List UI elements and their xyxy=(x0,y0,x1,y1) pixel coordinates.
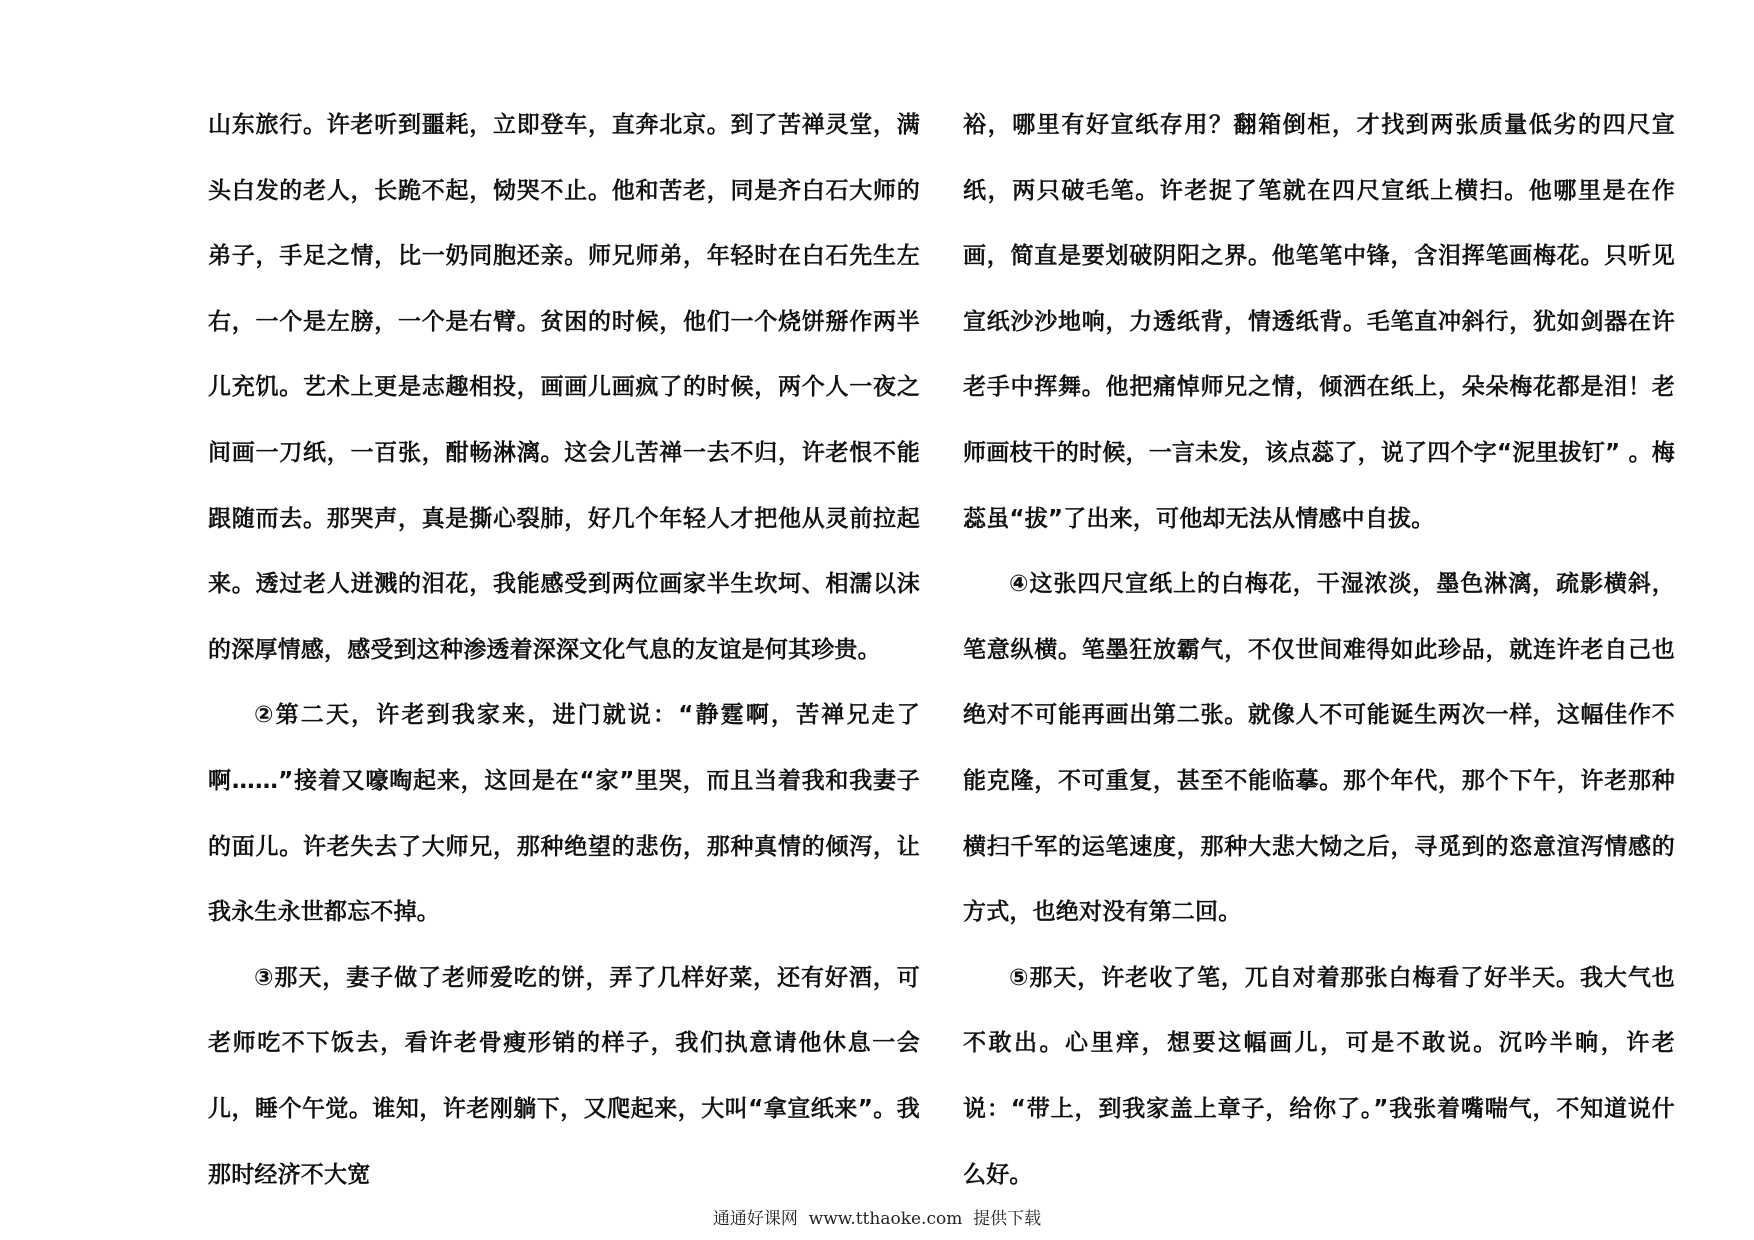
paragraph-continued: 山东旅行。许老听到噩耗，立即登车，直奔北京。到了苦禅灵堂，满头白发的老人，长跪不起，恸哭不止。他和苦老，同是齐白石大师的弟子，手足之情，比一奶同胞还亲。师兄师弟，年轻时在白石先生左右，一个是左膀，一个是右臂。贫困的时候，他们一个烧饼掰作两半儿充饥。艺术上更是志趣相投，画画儿画疯了的时候，两个人一夜之间画一刀纸，一百张，酣畅淋漓。这会儿苦禅一去不归，许老恨不能跟随而去。那哭声，真是撕心裂肺，好几个年轻人才把他从灵前拉起来。透过老人迸溅的泪花，我能感受到两位画家半生坎坷、相濡以沫的深厚情感，感受到这种渗透着深深文化气息的友谊是何其珍贵。 xyxy=(208,112,920,663)
paragraph-5: ⑤那天，许老收了笔，兀自对着那张白梅看了好半天。我大气也不敢出。心里痒，想要这幅画儿，可是不敢说。沉吟半晌，许老说：“带上，到我家盖上章子，给你了。”我张着嘴喘气，不知道说什么好。 xyxy=(963,964,1675,1188)
right-text-column xyxy=(963,93,1675,1208)
page-footer: 通通好课网 www.tthaoke.com 提供下载 xyxy=(712,1209,1042,1229)
paragraph-3-continued: 裕，哪里有好宣纸存用？翻箱倒柜，才找到两张质量低劣的四尺宣纸，两只破毛笔。许老捉了笔就在四尺宣纸上横扫。他哪里是在作画，简直是要划破阴阳之界。他笔笔中锋，含泪挥笔画梅花。只听见宣纸沙沙地响，力透纸背，情透纸背。毛笔直冲斜行，犹如剑器在许老手中挥舞。他把痛悼师兄之情，倾洒在纸上，朵朵梅花都是泪！老师画枝干的时候，一言未发，该点蕊了，说了四个字“泥里拔钉” 。梅蕊虽“拔”了出来，可他却无法从情感中自拔。 xyxy=(963,112,1675,532)
paragraph-4: ④这张四尺宣纸上的白梅花，干湿浓淡，墨色淋漓，疏影横斜，笔意纵横。笔墨狂放霸气，不仅世间难得如此珍品，就连许老自己也绝对不可能再画出第二张。就像人不可能诞生两次一样，这幅佳作不能克隆，不可重复，甚至不能临摹。那个年代，那个下午，许老那种横扫千军的运笔速度，那种大悲大恸之后，寻觅到的恣意渲泻情感的方式，也绝对没有第二回。 xyxy=(963,571,1675,926)
paragraph-2: ②第二天，许老到我家来，进门就说：“静霆啊，苦禅兄走了啊……”接着又嚎啕起来，这回是在“家”里哭，而且当着我和我妻子的面儿。许老失去了大师兄，那种绝望的悲伤，那种真情的倾泻，让我永生永世都忘不掉。 xyxy=(208,702,920,926)
paragraph-3: ③那天，妻子做了老师爱吃的饼，弄了几样好菜，还有好酒，可老师吃不下饭去，看许老骨瘦形销的样子，我们执意请他休息一会儿，睡个午觉。谁知，许老刚躺下，又爬起来，大叫“拿宣纸来”。我那时经济不大宽 xyxy=(208,964,920,1188)
left-text-column xyxy=(208,93,920,1208)
